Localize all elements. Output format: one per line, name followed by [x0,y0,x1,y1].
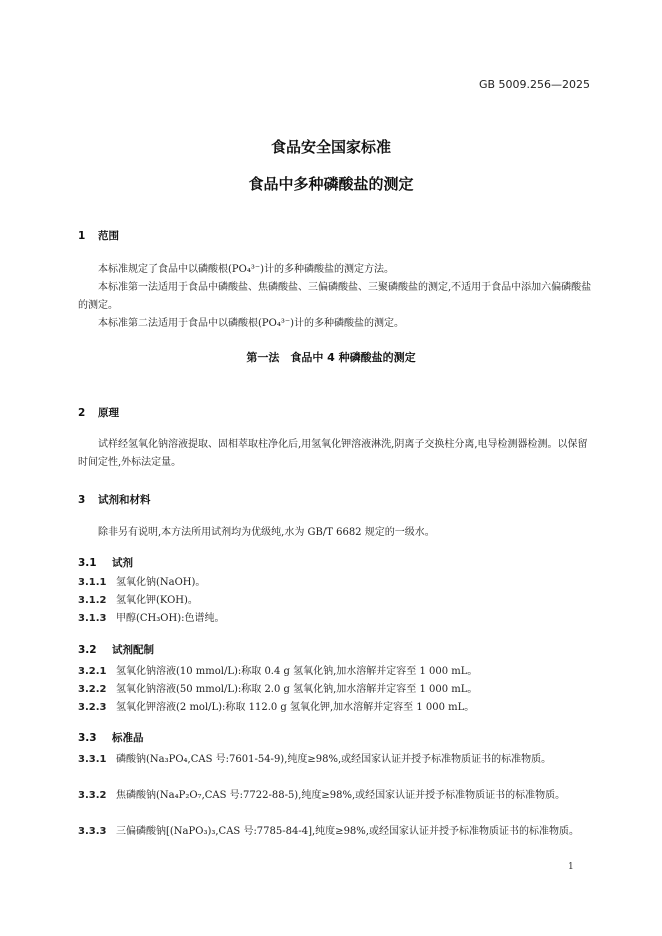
principle-paragraphs [78,436,592,472]
section-heading-reagents [78,492,151,507]
reagents-intro [78,524,592,542]
subsection-heading-reagent-prep [78,642,154,657]
subsection-title: 标准品 [112,732,144,744]
item-text: 氢氧化钠(NaOH)。 [116,577,206,588]
item-text: 氢氧化钠溶液(50 mmol/L):称取 2.0 g 氢氧化钠,加水溶解并定容至 1 000 mL。 [116,684,478,695]
page-number: 1 [568,862,574,872]
subsection-heading-standards [78,730,144,745]
item-number: 3.3.2 [78,790,107,801]
principle-text: 试样经氢氧化钠溶液提取、固相萃取柱净化后,用氢氧化钾溶液淋洗,阴离子交换柱分离,电导检测器检测。以保留时间定性,外标法定量。 [78,439,588,468]
scope-paragraph-3: 本标准第二法适用于食品中以磷酸根(PO₄³⁻)计的多种磷酸盐的测定。 [98,318,405,329]
subsection-number: 3.3 [78,732,97,744]
subsection-heading-reagents [78,555,133,570]
list-item [78,663,592,681]
list-item [78,574,592,592]
list-item [78,751,592,769]
section-heading-scope [78,228,119,243]
item-number: 3.2.2 [78,684,107,695]
subsection-title: 试剂配制 [112,644,154,656]
item-text: 焦磷酸钠(Na₄P₂O₇,CAS 号:7722-88-5),纯度≥98%,或经国家认证并授予标准物质证书的标准物质。 [116,790,566,801]
item-text: 甲醇(CH₃OH):色谱纯。 [116,613,225,624]
item-number: 3.2.3 [78,702,107,713]
section-number: 1 [78,230,86,242]
list-item [78,681,592,699]
item-number: 3.3.1 [78,754,107,765]
item-text: 三偏磷酸钠[(NaPO₃)₃,CAS 号:7785-84-4],纯度≥98%,或经国家认证并授予标准物质证书的标准物质。 [116,826,579,837]
section-number: 3 [78,494,86,506]
list-item [78,787,592,805]
item-number: 3.2.1 [78,666,107,677]
section-title: 试剂和材料 [98,494,151,506]
item-number: 3.3.3 [78,826,107,837]
list-item [78,699,592,717]
scope-paragraphs [78,261,592,333]
reagents-intro-text: 除非另有说明,本方法所用试剂均为优级纯,水为 GB/T 6682 规定的一级水。 [98,527,435,538]
item-text: 氢氧化钠溶液(10 mmol/L):称取 0.4 g 氢氧化钠,加水溶解并定容至 1 000 mL。 [116,666,478,677]
section-number: 2 [78,407,86,419]
subsection-title: 试剂 [112,557,133,569]
method-title: 第一法 食品中 4 种磷酸盐的测定 [246,351,416,364]
scope-paragraph-2: 本标准第一法适用于食品中磷酸盐、焦磷酸盐、三偏磷酸盐、三聚磷酸盐的测定,不适用于食品中添加六偏磷酸盐的测定。 [78,282,592,311]
item-text: 氢氧化钾溶液(2 mol/L):称取 112.0 g 氢氧化钾,加水溶解并定容至 1 000 mL。 [116,702,475,713]
item-number: 3.1.1 [78,577,107,588]
section-title: 范围 [98,230,119,242]
subsection-number: 3.2 [78,644,97,656]
section-heading-principle [78,405,119,420]
list-item [78,592,592,610]
document-title-line1: 食品安全国家标准 [270,138,391,156]
list-item [78,823,592,841]
scope-paragraph-1: 本标准规定了食品中以磷酸根(PO₄³⁻)计的多种磷酸盐的测定方法。 [98,264,395,275]
document-title-line2: 食品中多种磷酸盐的测定 [248,175,414,193]
item-text: 氢氧化钾(KOH)。 [116,595,198,606]
standard-code: GB 5009.256—2025 [478,78,590,91]
item-text: 磷酸钠(Na₃PO₄,CAS 号:7601-54-9),纯度≥98%,或经国家认证并授予标准物质证书的标准物质。 [116,754,552,765]
subsection-number: 3.1 [78,557,97,569]
list-item [78,610,592,628]
section-title: 原理 [98,407,119,419]
item-number: 3.1.2 [78,595,107,606]
item-number: 3.1.3 [78,613,107,624]
